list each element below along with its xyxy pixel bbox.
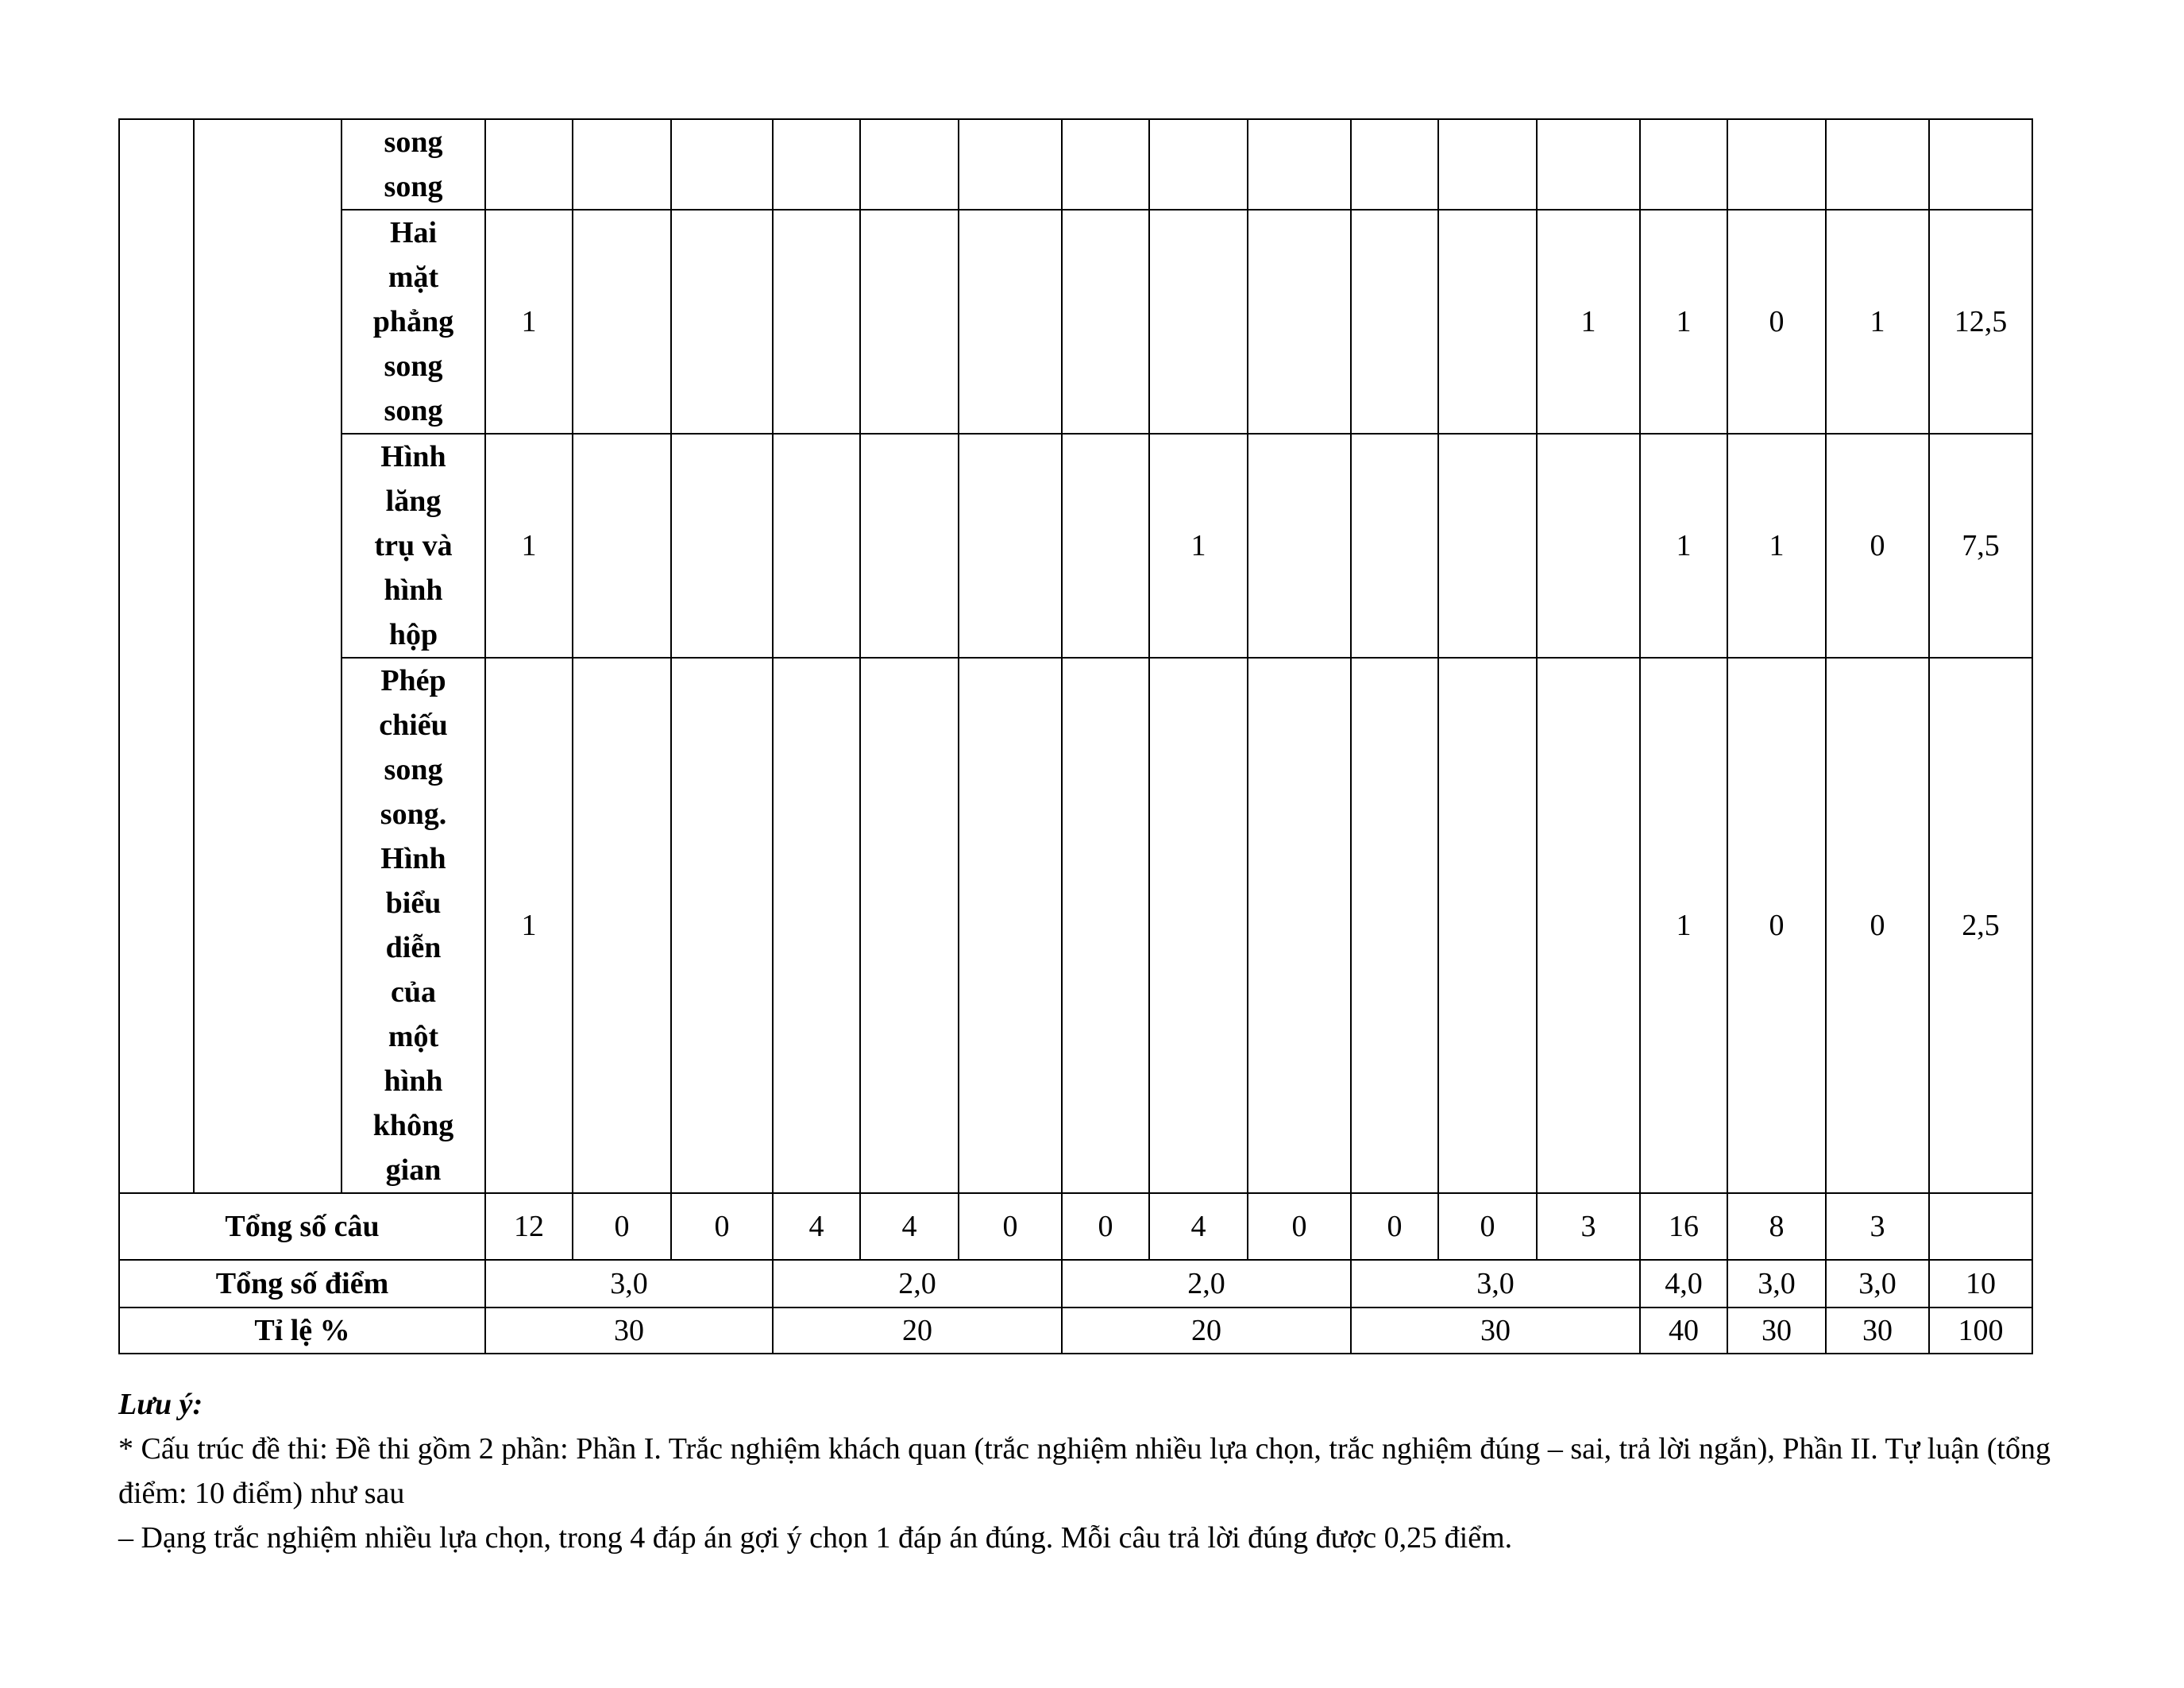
- value-cell: [1062, 119, 1149, 210]
- ratio-row: [119, 1308, 2032, 1354]
- total-points-group-cell: 2,0: [1062, 1260, 1351, 1308]
- ratio-total-cell: 100: [1929, 1308, 2032, 1354]
- value-cell: 0: [1727, 658, 1826, 1193]
- total-questions-cell: 0: [1351, 1193, 1438, 1260]
- value-cell: 1: [1640, 658, 1727, 1193]
- value-cell: 0: [1826, 658, 1929, 1193]
- exam-matrix-table: [118, 118, 2033, 1354]
- value-cell: [1438, 119, 1537, 210]
- value-cell: [485, 119, 573, 210]
- value-cell: [573, 658, 671, 1193]
- notes-section: [118, 1382, 2072, 1560]
- value-cell: [671, 119, 773, 210]
- table-row: [119, 434, 2032, 658]
- value-cell: 0: [1826, 434, 1929, 658]
- total-questions-row: [119, 1193, 2032, 1260]
- value-cell: 2,5: [1929, 658, 2032, 1193]
- value-cell: [1062, 434, 1149, 658]
- value-cell: [1438, 658, 1537, 1193]
- value-cell: [1351, 658, 1438, 1193]
- value-cell: [1149, 210, 1248, 434]
- value-cell: [1929, 119, 2032, 210]
- topic-cell: song song: [341, 119, 485, 210]
- value-cell: [959, 434, 1062, 658]
- total-questions-cell: 3: [1826, 1193, 1929, 1260]
- total-questions-cell: 0: [573, 1193, 671, 1260]
- ratio-group-cell: 30: [485, 1308, 773, 1354]
- total-questions-cell: 16: [1640, 1193, 1727, 1260]
- value-cell: 1: [485, 434, 573, 658]
- value-cell: [1727, 119, 1826, 210]
- total-points-group-cell: 3,0: [1351, 1260, 1640, 1308]
- value-cell: 1: [1826, 210, 1929, 434]
- value-cell: [959, 210, 1062, 434]
- value-cell: 7,5: [1929, 434, 2032, 658]
- notes-structure-line: * Cấu trúc đề thi: Đề thi gồm 2 phần: Phần I. Trắc nghiệm khách quan (trắc nghiệm nhiều lựa chọn, trắc nghiệm đúng – sai, trả lời ngắn), Phần II. Tự luận (tổng điểm: 10 điểm) như sau: [118, 1432, 2051, 1510]
- total-points-label: Tổng số điểm: [119, 1260, 485, 1308]
- total-points-total-cell: 10: [1929, 1260, 2032, 1308]
- value-cell: [860, 210, 959, 434]
- total-questions-cell: 0: [959, 1193, 1062, 1260]
- total-points-group-cell: 3,0: [485, 1260, 773, 1308]
- value-cell: [1537, 119, 1640, 210]
- value-cell: [773, 434, 860, 658]
- topic-cell: Hai mặt phẳng song song: [341, 210, 485, 434]
- value-cell: [573, 119, 671, 210]
- value-cell: [860, 119, 959, 210]
- ratio-total-cell: 30: [1727, 1308, 1826, 1354]
- value-cell: [1826, 119, 1929, 210]
- value-cell: 1: [1537, 210, 1640, 434]
- value-cell: 1: [1149, 434, 1248, 658]
- value-cell: [1640, 119, 1727, 210]
- value-cell: [860, 658, 959, 1193]
- total-points-group-cell: 2,0: [773, 1260, 1062, 1308]
- value-cell: [1537, 658, 1640, 1193]
- chapter-column-cell: [194, 119, 341, 1193]
- value-cell: [1149, 658, 1248, 1193]
- value-cell: [1149, 119, 1248, 210]
- value-cell: [1351, 210, 1438, 434]
- ratio-total-cell: 30: [1826, 1308, 1929, 1354]
- value-cell: 12,5: [1929, 210, 2032, 434]
- section-column-cell: [119, 119, 194, 1193]
- value-cell: [773, 658, 860, 1193]
- total-questions-cell: [1929, 1193, 2032, 1260]
- value-cell: 1: [485, 658, 573, 1193]
- table-row: [119, 210, 2032, 434]
- value-cell: [959, 119, 1062, 210]
- total-questions-cell: 3: [1537, 1193, 1640, 1260]
- total-questions-cell: 0: [671, 1193, 773, 1260]
- total-questions-cell: 0: [1062, 1193, 1149, 1260]
- value-cell: [1351, 434, 1438, 658]
- ratio-group-cell: 20: [773, 1308, 1062, 1354]
- total-questions-cell: 4: [860, 1193, 959, 1260]
- ratio-group-cell: 20: [1062, 1308, 1351, 1354]
- value-cell: [671, 658, 773, 1193]
- table-row: [119, 658, 2032, 1193]
- value-cell: [773, 210, 860, 434]
- value-cell: [573, 434, 671, 658]
- total-points-row: [119, 1260, 2032, 1308]
- total-questions-cell: 8: [1727, 1193, 1826, 1260]
- value-cell: [860, 434, 959, 658]
- value-cell: [1062, 658, 1149, 1193]
- total-points-total-cell: 3,0: [1826, 1260, 1929, 1308]
- topic-cell: Hình lăng trụ và hình hộp: [341, 434, 485, 658]
- ratio-total-cell: 40: [1640, 1308, 1727, 1354]
- value-cell: [1248, 210, 1351, 434]
- total-questions-cell: 0: [1248, 1193, 1351, 1260]
- value-cell: [959, 658, 1062, 1193]
- topic-cell: Phép chiếu song song. Hình biểu diễn của một hình không gian: [341, 658, 485, 1193]
- value-cell: [671, 210, 773, 434]
- value-cell: 0: [1727, 210, 1826, 434]
- total-questions-cell: 4: [773, 1193, 860, 1260]
- value-cell: [1248, 658, 1351, 1193]
- total-questions-label: Tổng số câu: [119, 1193, 485, 1260]
- notes-title: Lưu ý:: [118, 1388, 203, 1421]
- total-questions-cell: 0: [1438, 1193, 1537, 1260]
- value-cell: [671, 434, 773, 658]
- value-cell: [1438, 210, 1537, 434]
- value-cell: [1351, 119, 1438, 210]
- value-cell: [1062, 210, 1149, 434]
- value-cell: [1537, 434, 1640, 658]
- value-cell: 1: [1640, 434, 1727, 658]
- notes-multiple-choice-line: – Dạng trắc nghiệm nhiều lựa chọn, trong 4 đáp án gợi ý chọn 1 đáp án đúng. Mỗi câu trả lời đúng được 0,25 điểm.: [118, 1521, 1513, 1555]
- value-cell: [1438, 434, 1537, 658]
- value-cell: 1: [1640, 210, 1727, 434]
- total-questions-cell: 12: [485, 1193, 573, 1260]
- total-points-total-cell: 3,0: [1727, 1260, 1826, 1308]
- value-cell: [1248, 119, 1351, 210]
- table-row: [119, 119, 2032, 210]
- value-cell: [773, 119, 860, 210]
- value-cell: [1248, 434, 1351, 658]
- ratio-label: Tỉ lệ %: [119, 1308, 485, 1354]
- ratio-group-cell: 30: [1351, 1308, 1640, 1354]
- value-cell: 1: [485, 210, 573, 434]
- value-cell: [573, 210, 671, 434]
- total-points-total-cell: 4,0: [1640, 1260, 1727, 1308]
- total-questions-cell: 4: [1149, 1193, 1248, 1260]
- value-cell: 1: [1727, 434, 1826, 658]
